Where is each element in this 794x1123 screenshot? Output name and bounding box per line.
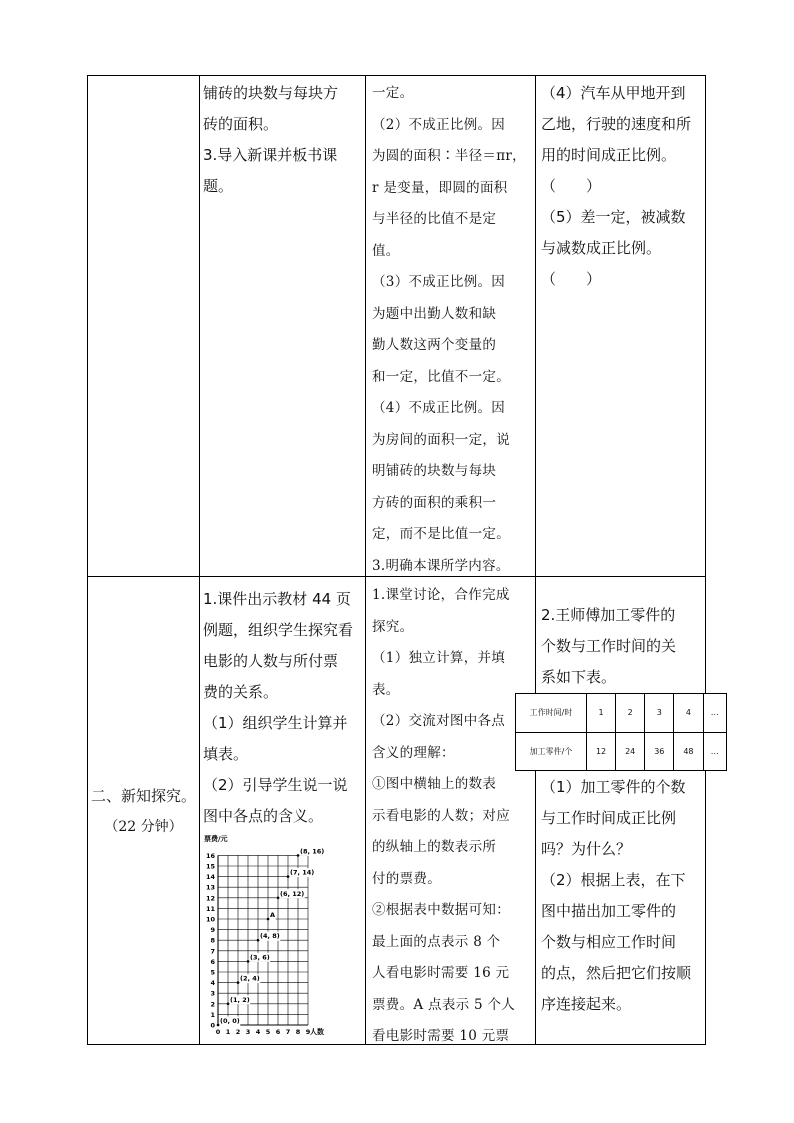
data-point-label: (4, 8) xyxy=(260,932,280,941)
text-line: 最上面的点表示 8 个 xyxy=(372,933,501,950)
text-line: 明铺砖的块数与每块 xyxy=(372,463,497,479)
text-line: 费的关系。 xyxy=(203,683,279,701)
table-cell: … xyxy=(703,732,727,771)
y-tick-label: 9 xyxy=(210,926,215,935)
row2-exercise-questions xyxy=(541,772,704,1020)
x-tick-label: 2 xyxy=(235,1028,241,1036)
table-cell: 1 xyxy=(587,694,616,733)
text-line: 票费。A 点表示 5 个人 xyxy=(372,996,516,1013)
text-line: 一定。 xyxy=(372,85,414,101)
text-line: 的点，然后把它们按顺 xyxy=(541,964,692,982)
y-tick-label: 2 xyxy=(210,1000,215,1009)
data-point-label: (1, 2) xyxy=(230,995,250,1004)
x-tick-label: 7 xyxy=(285,1028,291,1036)
data-point-label: (0, 0) xyxy=(220,1017,240,1025)
text-line: 值。 xyxy=(372,242,400,259)
text-line: 电影的人数与所付票 xyxy=(203,652,339,670)
data-point-label: (7, 14) xyxy=(290,868,315,877)
y-tick-label: 10 xyxy=(205,915,215,924)
x-tick-label: 0 xyxy=(215,1028,221,1036)
text-line: （2）不成正比例。因 xyxy=(372,116,506,133)
data-point-label: (6, 12) xyxy=(280,889,305,898)
x-axis-label: 人数 xyxy=(310,1028,324,1036)
table-header-cell: 加工零件/个 xyxy=(516,732,587,771)
text-line: （1）加工零件的个数 xyxy=(541,778,686,796)
text-line: 1.课堂讨论，合作完成 xyxy=(372,587,510,603)
table-divider-col2 xyxy=(365,75,366,1045)
text-line: 个数与工作时间的关 xyxy=(541,637,677,655)
y-tick-label: 5 xyxy=(210,968,215,977)
x-tick-label: 5 xyxy=(265,1028,271,1036)
answer-blank: （ ） xyxy=(541,177,602,195)
y-tick-label: 3 xyxy=(210,989,215,998)
text-line: 3.明确本课所学内容。 xyxy=(372,557,510,574)
y-tick-label: 1 xyxy=(210,1010,215,1019)
x-tick-label: 9 xyxy=(305,1028,311,1036)
stage-name: 二、新知探究。 xyxy=(90,787,196,805)
text-line: 和一定，比值不一定。 xyxy=(372,368,510,385)
data-point xyxy=(297,854,300,857)
text-line: 的纵轴上的数表示所 xyxy=(372,839,497,855)
table-header-cell: 工作时间/时 xyxy=(516,694,587,733)
table-cell: … xyxy=(703,694,727,733)
data-point xyxy=(277,897,280,900)
data-point xyxy=(257,939,260,942)
table-border-left xyxy=(87,75,88,1045)
text-line: 铺砖的块数与每块方 xyxy=(203,84,339,102)
row1-student-activity xyxy=(372,78,534,582)
text-line: （4）不成正比例。因 xyxy=(372,400,506,416)
text-line: （4）汽车从甲地开到 xyxy=(541,84,686,102)
text-line: （1）独立计算，并填 xyxy=(372,650,506,666)
data-point-label: (3, 6) xyxy=(250,953,270,962)
table-border-right xyxy=(705,75,706,1045)
text-line: （2）交流对图中各点 xyxy=(372,713,506,729)
text-line: 图中各点的含义。 xyxy=(203,807,324,825)
text-line: ②根据表中数据可知： xyxy=(372,902,510,918)
text-line: ①图中横轴上的数表 xyxy=(372,776,497,792)
text-line: 为房间的面积一定，说 xyxy=(372,431,510,448)
table-cell: 3 xyxy=(645,694,674,733)
table-cell: 24 xyxy=(616,732,645,771)
text-line: 2.王师傅加工零件的 xyxy=(541,606,676,624)
x-tick-label: 3 xyxy=(245,1028,251,1036)
table-row xyxy=(516,732,727,771)
text-line: 用的时间成正比例。 xyxy=(541,146,677,164)
work-data-table xyxy=(515,693,727,771)
y-tick-label: 14 xyxy=(205,873,215,882)
text-line: 与工作时间成正比例 xyxy=(541,809,677,827)
text-line: 填表。 xyxy=(203,745,249,763)
y-tick-label: 0 xyxy=(210,1021,215,1030)
table-row xyxy=(516,694,727,733)
table-cell: 12 xyxy=(587,732,616,771)
y-tick-label: 6 xyxy=(210,957,215,966)
text-line: 定，而不是比值一定。 xyxy=(372,526,510,542)
data-point xyxy=(227,1003,230,1006)
row1-teacher-activity xyxy=(203,78,363,202)
y-tick-label: 8 xyxy=(210,936,215,945)
y-tick-label: 13 xyxy=(205,883,215,892)
text-line: （2）引导学生说一说 xyxy=(203,776,348,794)
data-point xyxy=(287,875,290,878)
text-line: 例题，组织学生探究看 xyxy=(203,621,354,639)
y-tick-label: 7 xyxy=(210,947,215,956)
ticket-fee-graph xyxy=(200,833,340,1043)
text-line: r 是变量，即圆的面积 xyxy=(372,179,508,196)
text-line: （2）根据上表，在下 xyxy=(541,871,686,889)
y-axis-label: 票费/元 xyxy=(204,835,228,843)
text-line: 看电影时需要 10 元票 xyxy=(372,1028,510,1044)
text-line: 题。 xyxy=(203,177,234,195)
y-tick-label: 15 xyxy=(205,862,215,871)
text-line: 与减数成正比例。 xyxy=(541,239,662,257)
stage-duration: （22 分钟） xyxy=(104,819,183,835)
x-tick-label: 8 xyxy=(295,1028,301,1036)
text-line: 表。 xyxy=(372,681,400,698)
table-cell: 4 xyxy=(674,694,703,733)
data-point xyxy=(237,981,240,984)
text-line: 乙地，行驶的速度和所 xyxy=(541,115,692,133)
row2-teacher-activity xyxy=(203,584,363,832)
row1-exercise xyxy=(541,78,704,295)
y-tick-label: 4 xyxy=(210,979,215,988)
table-cell: 36 xyxy=(645,732,674,771)
data-point xyxy=(267,918,270,921)
table-divider-col3 xyxy=(535,75,536,1045)
text-line: 3.导入新课并板书课 xyxy=(203,146,338,164)
text-line: （1）组织学生计算并 xyxy=(203,714,348,732)
scatter-chart xyxy=(200,833,340,1043)
data-point-label: (2, 4) xyxy=(240,974,260,983)
text-line: 含义的理解： xyxy=(372,744,455,761)
table-cell: 2 xyxy=(616,694,645,733)
x-tick-label: 6 xyxy=(275,1028,281,1036)
text-line: 图中描出加工零件的 xyxy=(541,902,677,920)
text-line: 人看电影时需要 16 元 xyxy=(372,965,510,981)
answer-blank: （ ） xyxy=(541,270,602,288)
text-line: 吗？为什么？ xyxy=(541,840,632,858)
y-tick-label: 12 xyxy=(205,894,215,903)
y-tick-label: 16 xyxy=(205,851,215,860)
row2-student-activity xyxy=(372,580,534,1053)
text-line: 付的票费。 xyxy=(372,870,441,887)
data-point-label: (8, 16) xyxy=(300,847,325,856)
data-point-label: A xyxy=(270,911,276,919)
text-line: （3）不成正比例。因 xyxy=(372,274,506,290)
text-line: （5）差一定，被减数 xyxy=(541,208,686,226)
text-line: 序连接起来。 xyxy=(541,995,632,1013)
x-tick-label: 4 xyxy=(255,1028,261,1036)
table-border-top xyxy=(87,75,706,76)
text-line: 为题中出勤人数和缺 xyxy=(372,305,497,322)
y-tick-label: 11 xyxy=(205,904,215,913)
x-tick-label: 1 xyxy=(225,1028,231,1036)
text-line: 1.课件出示教材 44 页 xyxy=(203,590,351,608)
data-point xyxy=(217,1024,220,1027)
text-line: 为圆的面积∶半径＝πr， xyxy=(372,148,526,164)
text-line: 与半径的比值不是定 xyxy=(372,211,497,227)
data-point xyxy=(247,960,250,963)
text-line: 方砖的面积的乘积一 xyxy=(372,494,497,511)
text-line: 探究。 xyxy=(372,618,414,635)
text-line: 示看电影的人数；对应 xyxy=(372,807,510,824)
stage-label xyxy=(88,580,199,838)
text-line: 砖的面积。 xyxy=(203,115,279,133)
table-cell: 48 xyxy=(674,732,703,771)
row2-exercise-intro xyxy=(541,600,704,693)
text-line: 勤人数这两个变量的 xyxy=(372,337,497,353)
text-line: 系如下表。 xyxy=(541,668,617,686)
text-line: 个数与相应工作时间 xyxy=(541,933,677,951)
